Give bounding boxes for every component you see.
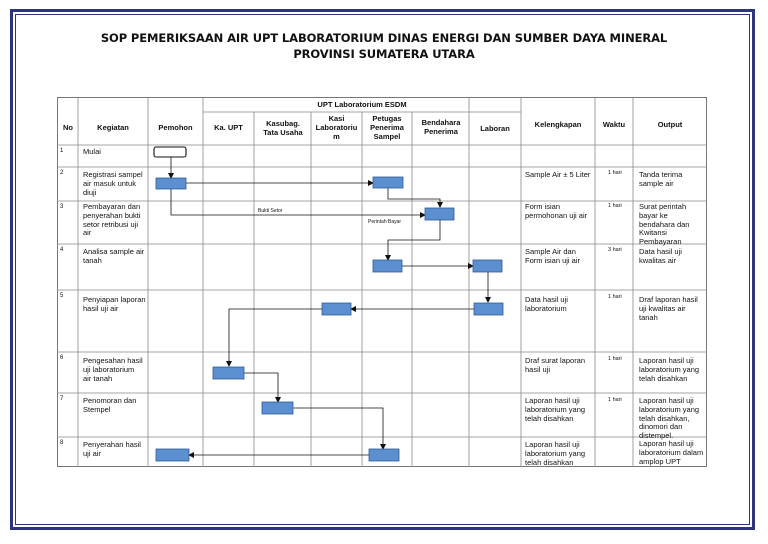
row-7-kelengkapan: Laporan hasil uji laboratorium yang telah disahkan bbox=[525, 396, 586, 423]
flow-box-kasi-laporan bbox=[322, 303, 351, 315]
flow-box-pemohon-registrasi bbox=[156, 178, 186, 189]
flow-label-perintah-bayar: Perintah Bayar bbox=[368, 219, 402, 225]
header-upt-group: UPT Laboratorium ESDM bbox=[317, 100, 407, 109]
flow-label-bukti-setor: Bukti Setor bbox=[258, 208, 283, 214]
flow-arrow-to-ka-upt bbox=[229, 309, 322, 366]
flow-start-terminator bbox=[154, 147, 186, 157]
row-3-waktu: 1 hari bbox=[608, 203, 622, 209]
row-3-kegiatan: Pembayaran dan penyerahan bukti setor retribusi uji air bbox=[83, 202, 141, 238]
header-ka-upt: Ka. UPT bbox=[214, 123, 243, 132]
header-kegiatan: Kegiatan bbox=[97, 123, 129, 132]
flow-box-laboran-analisa bbox=[473, 260, 502, 272]
row-4-kelengkapan: Sample Air dan Form isian uji air bbox=[525, 247, 581, 265]
header-waktu: Waktu bbox=[602, 120, 626, 129]
row-8-kegiatan: Penyerahan hasil uji air bbox=[83, 440, 141, 458]
row-2-no: 2 bbox=[60, 170, 64, 176]
row-2-waktu: 1 hari bbox=[608, 170, 622, 176]
row-6-kegiatan: Pengesahan hasil uji laboratorium air tanah bbox=[83, 356, 143, 383]
row-5-output: Draf laporan hasil uji kwalitas air tanah bbox=[639, 295, 698, 322]
flow-arrow-perintah bbox=[388, 188, 440, 207]
row-2-kelengkapan: Sample Air ± 5 Liter bbox=[525, 170, 591, 179]
row-6-output: Laporan hasil uji laboratorium yang telah disahkan bbox=[639, 356, 700, 383]
flow-arrow-to-kasubag bbox=[244, 373, 278, 402]
header-kelengkapan: Kelengkapan bbox=[534, 120, 582, 129]
row-1-no: 1 bbox=[60, 148, 64, 154]
row-5-kelengkapan: Data hasil uji laboratorium bbox=[525, 295, 568, 313]
row-5-no: 5 bbox=[60, 293, 64, 299]
row-8-output: Laporan hasil uji laboratorium dalam amplop UPT bbox=[639, 439, 704, 466]
row-6-kelengkapan: Draf surat laporan hasil uji bbox=[525, 356, 586, 374]
flow-box-petugas-penyerahan bbox=[369, 449, 399, 461]
row-2-output: Tanda terima sample air bbox=[639, 170, 683, 188]
row-4-kegiatan: Analisa sample air tanah bbox=[83, 247, 145, 265]
flow-box-petugas-registrasi bbox=[373, 177, 403, 188]
row-7-output: Laporan hasil uji laboratorium yang telah disahkan, dinomori dan distempel. bbox=[639, 396, 700, 441]
row-7-no: 7 bbox=[60, 396, 64, 402]
flow-box-pemohon-penyerahan bbox=[156, 449, 189, 461]
row-5-kegiatan: Penyiapan laporan hasil uji air bbox=[83, 295, 146, 313]
header-laboran: Laboran bbox=[480, 124, 510, 133]
row-5-waktu: 1 hari bbox=[608, 294, 622, 300]
row-6-waktu: 1 hari bbox=[608, 356, 622, 362]
header-no: No bbox=[63, 123, 73, 132]
flow-box-ka-upt-pengesahan bbox=[213, 367, 244, 379]
row-7-kegiatan: Penomoran dan Stempel bbox=[83, 396, 137, 414]
row-7-waktu: 1 hari bbox=[608, 397, 622, 403]
row-6-no: 6 bbox=[60, 355, 64, 361]
flow-arrow-bukti-setor bbox=[171, 189, 425, 215]
header-output: Output bbox=[657, 120, 683, 129]
flow-arrow-to-petugas bbox=[293, 408, 383, 449]
flow-box-kasubag-penomoran bbox=[262, 402, 293, 414]
flow-box-petugas-analisa bbox=[373, 260, 402, 272]
row-1-kegiatan: Mulai bbox=[83, 147, 101, 156]
row-8-kelengkapan: Laporan hasil uji laboratorium yang telah disahkan bbox=[525, 440, 586, 467]
row-8-no: 8 bbox=[60, 440, 64, 446]
row-3-kelengkapan: Form isian permohonan uji air bbox=[525, 202, 588, 220]
row-2-kegiatan: Registrasi sampel air masuk untuk diuji bbox=[83, 170, 143, 197]
document-title-line2: PROVINSI SUMATERA UTARA bbox=[293, 47, 475, 61]
row-3-no: 3 bbox=[60, 204, 64, 210]
flow-box-bendahara-pembayaran bbox=[425, 208, 454, 220]
document-title-line1: SOP PEMERIKSAAN AIR UPT LABORATORIUM DINAS ENERGI DAN SUMBER DAYA MINERAL bbox=[100, 31, 668, 45]
row-4-no: 4 bbox=[60, 247, 64, 253]
row-4-waktu: 3 hari bbox=[608, 247, 622, 253]
header-petugas: Petugas Penerima Sampel bbox=[370, 114, 404, 141]
header-kasi: Kasi Laboratoriu m bbox=[315, 114, 358, 141]
row-3-output: Surat perintah bayar ke bendahara dan Kwitansi Pembayaran bbox=[639, 202, 690, 247]
header-pemohon: Pemohon bbox=[158, 123, 193, 132]
header-kasubag: Kasubag. Tata Usaha bbox=[263, 119, 303, 137]
flow-arrow-to-analisa bbox=[388, 220, 440, 260]
header-bendahara: Bendahara Penerima bbox=[421, 118, 461, 136]
flow-box-laboran-laporan bbox=[474, 303, 503, 315]
row-4-output: Data hasil uji kwalitas air bbox=[639, 247, 682, 265]
